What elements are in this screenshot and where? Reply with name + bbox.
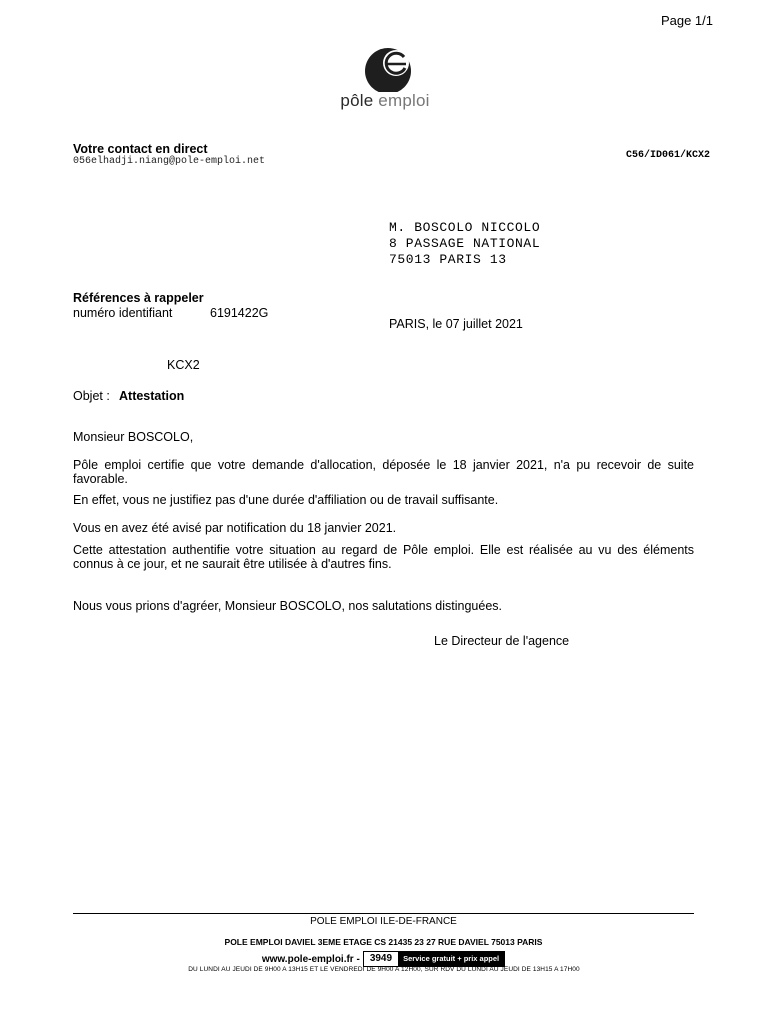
agency-code: KCX2 [167, 358, 200, 372]
reference-code: C56/ID061/KCX2 [625, 150, 710, 161]
logo-text-emploi: emploi [373, 91, 430, 110]
place-date: PARIS, le 07 juillet 2021 [389, 317, 523, 331]
footer-phone-number: 3949 [364, 952, 398, 966]
address-line-city: 75013 PARIS 13 [389, 252, 507, 267]
identifier-label: numéro identifiant [73, 306, 173, 320]
letter-salutation: Monsieur BOSCOLO, [73, 430, 194, 444]
recipient-address [389, 220, 540, 268]
letter-signature: Le Directeur de l'agence [434, 634, 570, 648]
letter-paragraph-4: Cette attestation authentifie votre situation au regard de Pôle emploi. Elle est réalisée au vu des éléments connus à ce jour, et ne saurait être utilisée à d'autres fins. [73, 543, 694, 571]
contact-email[interactable]: 056elhadji.niang@pole-emploi.net [73, 156, 266, 167]
page-number: Page 1/1 [660, 13, 713, 28]
footer-phone-badge [363, 951, 505, 967]
letter-paragraph-1: Pôle emploi certifie que votre demande d'allocation, déposée le 18 janvier 2021, n'a pu recevoir de suite favorable. [73, 458, 694, 486]
address-line-street: 8 PASSAGE NATIONAL [389, 236, 541, 251]
logo-text-pole: pôle [340, 91, 374, 110]
pole-emploi-logo-icon [320, 30, 450, 92]
identifier-value: 6191422G [210, 306, 269, 320]
footer-address: POLE EMPLOI DAVIEL 3EME ETAGE CS 21435 23 27 RUE DAVIEL 75013 PARIS [224, 937, 543, 947]
footer-phone-service: Service gratuit + prix appel [398, 952, 504, 966]
address-line-name: M. BOSCOLO NICCOLO [389, 220, 541, 235]
object-value: Attestation [119, 389, 185, 403]
contact-title: Votre contact en direct [73, 142, 208, 156]
letter-paragraph-2: En effet, vous ne justifiez pas d'une durée d'affiliation ou de travail suffisante. [73, 493, 499, 507]
footer-hours: DU LUNDI AU JEUDI DE 9H00 A 13H15 ET LE VENDREDI DE 9H00 A 12H00, SUR RDV DU LUNDI AU JEUDI DE 13H15 A 17H00 [188, 966, 580, 973]
footer-website-link[interactable]: www.pole-emploi.fr - [261, 953, 360, 965]
logo-wordmark [320, 91, 450, 111]
footer-region: POLE EMPLOI ILE-DE-FRANCE [310, 916, 457, 927]
letter-closing: Nous vous prions d'agréer, Monsieur BOSCOLO, nos salutations distinguées. [73, 599, 502, 613]
object-label: Objet : [73, 389, 110, 403]
footer-divider [73, 913, 694, 914]
letter-paragraph-3: Vous en avez été avisé par notification du 18 janvier 2021. [73, 521, 397, 535]
pole-emploi-logo [320, 30, 450, 126]
references-title: Références à rappeler [73, 291, 204, 305]
